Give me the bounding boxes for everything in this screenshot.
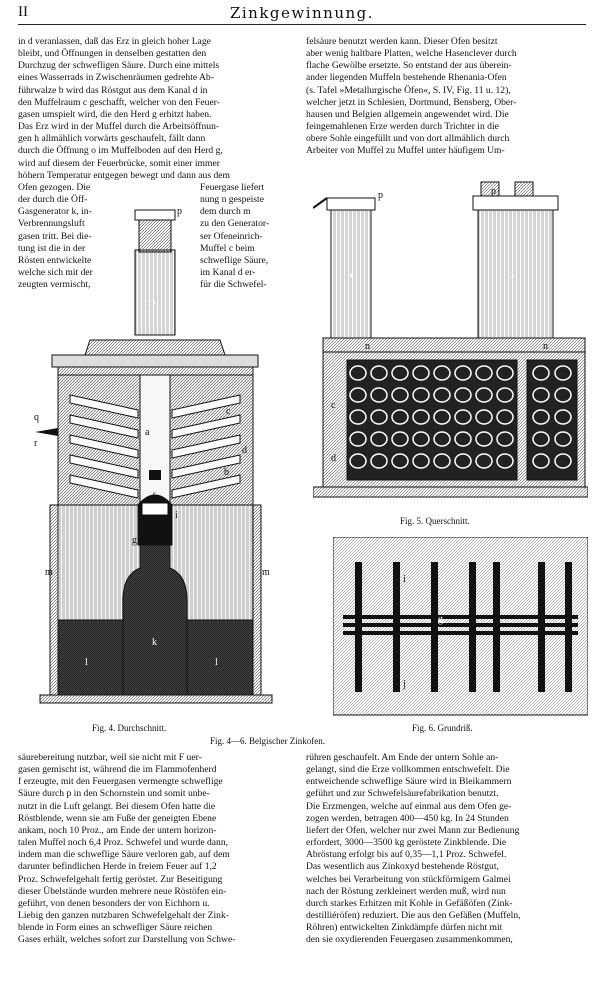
text-line: rühren geschaufelt. Am Ende der untern Sohle an- [306,752,499,763]
text-line: indem man die schweflige Säure verloren gab, auf dem [18,849,230,861]
caption-fig5: Fig. 5. Querschnitt. [400,516,470,526]
text-line: dem durch m [200,206,251,218]
fig4-label-r: r [34,438,38,449]
text-line: gasen umspielt wird, die den Herd g erhitzt haben. [18,108,212,120]
text-line: erfordert, 3000—3500 kg geröstete Zinkblende. Die [306,837,507,849]
fig4-label-l-left: l [85,657,88,668]
fig4-label-p: p [177,206,182,217]
text-line: Arbeiter von Muffel zu Muffel unter häufigem Um- [306,145,505,157]
fig4-label-d: d [242,445,247,456]
text-line: Die Erzmengen, welche auf einmal aus dem Ofen ge- [306,800,512,812]
page-number: II [18,4,28,20]
caption-figure-group: Fig. 4—6. Belgischer Zinkofen. [210,736,325,746]
text-line: Abröstung erfolgt bis auf 0,35—1,1 Proz. Schwefel. [306,849,507,861]
fig4-label-g: g [132,535,137,546]
left-column-bottom-text [18,752,293,947]
text-line: gasen gemischt ist, während die im Flammofenherd [18,764,217,776]
text-line: zeugten vermischt, [18,279,91,291]
text-line: gasen tritt. Bei die- [18,230,92,242]
fig5-label-p-left: p [378,190,383,201]
text-line: Feuergase liefert [200,182,265,193]
text-line: f erzeugte, mit den Feuergasen vermengte schweflige [18,776,223,788]
text-line: obere Sohle eingefüllt und von dort allmählich durch [306,133,510,145]
text-line: destilliéröfen) reduziert. Die aus den Gefäßen (Muffeln, [306,910,521,922]
fig4-label-i: i [175,510,178,521]
text-line: höhern Temperatur entgegen bewegt und dann aus dem [18,169,231,181]
text-line: Säure durch p in den Schornstein und somit unbe- [18,788,210,800]
text-line: welche sich mit der [18,267,93,279]
text-line: führwalze b wird das Röstgut aus dem Kanal d in [18,84,208,96]
text-line: welches bei Verarbeitung von stückförmigem Galmei [306,873,511,885]
text-line: Ofen gezogen. Die [18,182,91,193]
text-line: blende in Form eines an schwefliger Säure reichen [18,922,213,934]
text-line: nung n gespeiste [200,194,264,206]
text-line: tung ist die in der [18,242,86,254]
fig4-label-m-right: m [262,567,270,578]
text-line: Liebig den ganzen nutzbaren Schwefelgehalt der Zink- [18,910,229,922]
text-line: liefert der Ofen, welcher nur zwei Mann zur Bedienung [306,824,520,836]
text-line: Gasgenerator k, in- [18,206,92,218]
text-line: bleibt, und Öffnungen in denselben gestatten den [18,48,207,60]
fig4-label-o: o [150,297,155,308]
text-line: in d veranlassen, daß das Erz in gleich hoher Lage [18,36,211,47]
text-line: aber wenig haltbare Platten, welche Hasenclever durch [306,48,517,60]
running-title: Zinkgewinnung. [229,4,375,22]
text-line: Verbrennungsluft [18,218,85,230]
fig4-label-b: b [224,467,229,478]
fig4-label-k: k [152,637,157,648]
text-line: schweflige Säure, [200,254,269,266]
text-line: für die Schwefel- [200,279,267,291]
fig5-label-c: c [331,400,336,411]
fig4-label-f: f [152,492,156,503]
caption-fig6: Fig. 6. Grundriß. [412,723,473,733]
text-line: darunter befindlichen Herde in freiem Feuer auf 1,2 [18,861,217,873]
fig4-label-c: c [226,406,231,417]
text-line: nutzt in die Luft gelangt. Bei diesem Ofen hatte die [18,800,216,812]
text-line: geführt, von denen besonders der von Eichhorn u. [18,897,210,909]
text-line: entweichende schweflige Säure wird in Bleikammern [306,776,512,788]
fig5-label-o-left: o [347,270,352,281]
text-line: gelangt, sind die Erze vollkommen entschwefelt. Die [306,764,510,776]
text-line: der durch die Öff- [18,194,88,206]
fig4-furnace-section [30,200,300,720]
text-line: durch starkes Erhitzen mit Kohle in Gefäßöfen (Zink- [306,897,513,909]
text-line: nach der Röstung zerkleinert werden muß, wird nun [306,885,506,897]
text-line: (s. Tafel »Metallurgische Öfen«, S. IV, Fig. 11 u. 12), [306,84,511,96]
fig4-label-q: q [34,412,39,423]
text-line: Röstblende, wenn sie am Fuße der geneigten Ebene [18,812,217,824]
fig5-label-d: d [331,453,336,464]
fig5-label-p-right: p [491,186,496,197]
fig5-label-n-left: n [365,341,370,352]
right-column-bottom-text [306,752,584,947]
text-line: flache Gewölbe ersetzte. So entstand der aus überein- [306,60,512,72]
text-line: Proz. Schwefelgehalt fertig geröstet. Zur Beseitigung [18,873,223,885]
text-line: geführt und zur Schwefelsäurefabrikation benutzt. [306,788,499,800]
text-line: eines Wasserrads in Zwischenräumen gedrehte Ab- [18,72,214,84]
right-column-top-text [306,36,584,158]
text-line: Das Erz wird in der Muffel durch die Arbeitsöffnun- [18,121,220,133]
fig6-furnace-plan [333,537,588,717]
text-line: welcher jetzt in Schlesien, Dortmund, Bensberg, Ober- [306,96,517,108]
fig4-label-a: a [145,427,150,438]
fig5-furnace-cross-section [313,178,588,513]
caption-fig4: Fig. 4. Durchschnitt. [92,723,167,733]
text-line: im Kanal d er- [200,267,256,279]
text-line: Rösten entwickelte [18,254,92,266]
text-line: felsäure benutzt werden kann. Dieser Ofen besitzt [306,36,498,47]
text-line: feingemahlenen Erze werden durch Trichter in die [306,121,499,133]
text-line: Das wesentlich aus Zinkoxyd bestehende Röstgut, [306,861,499,873]
text-line: ser Ofeneinrich- [200,230,263,242]
left-column-top-text [18,36,293,182]
fig6-label-j: j [403,679,406,690]
text-line: hausen und Belgien allgemein angewendet wird. Die [306,108,509,120]
fig6-label-i: i [403,574,406,585]
text-line: den sie oxydierenden Feuergasen zusammenkommen, [306,934,513,946]
text-line: gen h allmählich vorwärts geschaufelt, fällt dann [18,133,206,145]
text-line: talen Muffel noch 6,4 Proz. Schwefel und wurde dann, [18,837,229,849]
text-line: durch die Öffnung o im Muffelboden auf den Herd g, [18,145,223,157]
fig4-label-m-left: m [45,567,53,578]
text-line: wird auf diesem der Feuerbrücke, somit einer immer [18,157,220,169]
text-line: den Muffelraum c geschafft, welcher von den Feuer- [18,96,220,108]
text-line: säurebereitung nutzbar, weil sie nicht mit F uer- [18,752,202,763]
fig4-label-l-right: l [215,657,218,668]
text-line: Muffel c beim [200,242,255,254]
fig5-label-n-right: n [543,341,548,352]
text-line: zogen werden, betragen 400—450 kg. In 24 Stunden [306,812,509,824]
fig6-label-g: g [438,614,443,625]
text-line: Durchzug der schwefligen Säure. Durch eine mittels [18,60,220,72]
running-header [18,4,586,25]
fig5-label-o-right: o [509,270,514,281]
text-line: dieser Übelstände wurden mehrere neue Röstöfen ein- [18,885,227,897]
text-line: zu den Generator- [200,218,270,230]
text-line: Gases erhält, welches sofort zur Darstellung von Schwe- [18,934,236,946]
text-line: Röhren) entwickelten Zinkdämpfe dürfen nicht mit [306,922,503,934]
text-line: ander liegenden Muffeln bestehende Rhenania-Ofen [306,72,507,84]
text-line: ankam, noch 10 Proz., am Ende der untern horizon- [18,824,217,836]
